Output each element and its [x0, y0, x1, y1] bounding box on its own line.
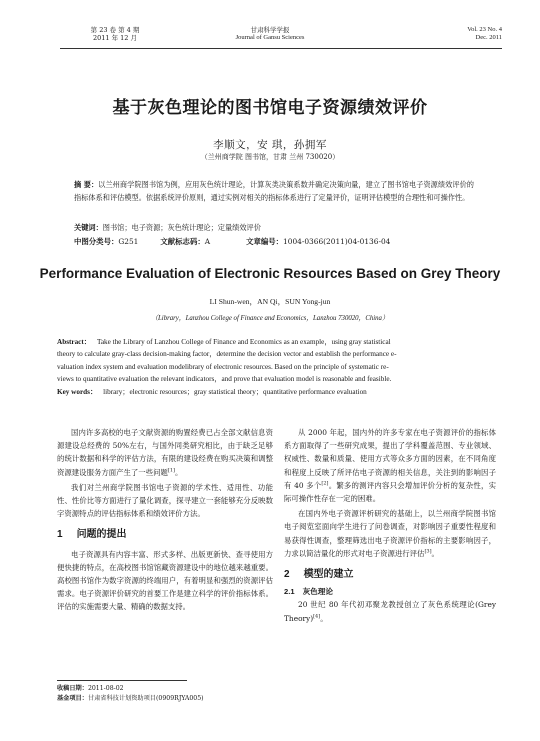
- citation-ref: [4]: [313, 613, 321, 620]
- citation-ref: [2]: [321, 480, 329, 487]
- paragraph-text: 20 世纪 80 年代初邓聚龙教授创立了灰色系统理论(Grey Theory): [284, 600, 496, 623]
- affiliation-zh: （兰州商学院 图书馆，甘肃 兰州 730020）: [200, 153, 340, 161]
- keywords-en-label: Key words：: [57, 387, 98, 396]
- abstract-en-line-2: theory to calculate gray-class decision-making factor，determine the decision vector and establish the performance e-: [57, 350, 397, 359]
- header-journal-en: Journal of Gansu Sciences: [235, 34, 305, 41]
- citation-ref: [1]: [167, 467, 175, 474]
- keywords-zh-text: 图书馆；电子资源；灰色统计理论；定量绩效评价: [102, 223, 261, 232]
- classification-line: [74, 235, 494, 248]
- paragraph: [284, 426, 496, 505]
- abstract-en-line-1: [57, 336, 494, 348]
- right-column: [284, 426, 496, 625]
- abstract-en-label: Abstract：: [57, 338, 91, 346]
- clc-value: G251: [118, 237, 139, 246]
- abstract-zh: [74, 178, 474, 204]
- header-vol-en: [412, 26, 502, 42]
- header-journal-zh: 甘肃科学学报: [250, 26, 290, 34]
- authors-zh: 李顺文，安 琪，孙拥军: [213, 139, 327, 151]
- subsection-number: 2.1: [284, 587, 295, 597]
- citation-ref: [3]: [424, 548, 432, 555]
- keywords-en-text: library；electronic resources；gray statistical theory；quantitative performance evaluation: [103, 387, 367, 396]
- section-number: 1: [57, 529, 63, 541]
- paragraph: 电子资源具有内容丰富、形式多样、出版更新快、查寻使用方便快捷的特点，在高校图书馆馆藏资源建设中的地位越来越重要。高校图书馆作为数字资源的终端用户，有着明显和强烈的资源评估需求。电子资源评价研究的首要工作是建立科学的评价指标体系。评估的实施需要大量、精确的数据支持。: [57, 549, 273, 612]
- clc-label: 中图分类号：: [74, 237, 119, 246]
- left-column: [57, 426, 273, 614]
- header-volume: [70, 26, 160, 42]
- keywords-zh: [74, 221, 474, 234]
- footnote-rule: [57, 680, 187, 681]
- paragraph-end: 。繁多的测评内容只会增加评价分析的复杂性，实际可操作性存在一定的困难。: [284, 480, 496, 504]
- header-date-line: 2011 年 12 月: [92, 34, 137, 42]
- abstract-en-line-3: valuation index system and evaluation modelibrary of electronic resources. Based on the principle of systematic re-: [57, 362, 389, 371]
- header-journal: [220, 26, 320, 42]
- paragraph-text: 国内许多高校的电子文献资源的购置经费已占全部文献信息资源建设总经费的 50%左右，与国外同类研究相比，由于缺乏足够的统计数据和科学的评估方法，有限的建设经费在购买决策和调整资源建设服务方面产生了一些问题: [57, 428, 273, 477]
- section-number: 2: [284, 569, 290, 581]
- article-no-value: 1004-0366(2011)04-0136-04: [283, 237, 391, 246]
- abstract-en: [57, 336, 494, 398]
- paragraph: [284, 598, 496, 624]
- header-volume-line: 第 23 卷 第 4 期: [90, 26, 140, 34]
- keywords-en: [57, 386, 494, 398]
- page-title-zh: 基于灰色理论的图书馆电子资源绩效评价: [112, 98, 428, 118]
- paragraph: [57, 426, 273, 479]
- doc-code-label: 文献标志码：: [160, 237, 205, 246]
- abstract-en-line-4: views to quantitative evaluation the relevant indicators，and prove that evaluation model is reasonable and feasible.: [57, 375, 392, 384]
- received-value: 2011-08-02: [87, 685, 124, 692]
- doc-code-value: A: [204, 237, 211, 246]
- keywords-zh-label: 关键词：: [74, 223, 103, 232]
- authors-en: LI Shun-wen，AN Qi，SUN Yong-jun: [209, 297, 331, 306]
- subsection-heading: [284, 585, 496, 598]
- paragraph-text: 在国内外电子资源评析研究的基础上，以兰州商学院图书馆电子阅览室面向学生进行了问卷调查，对影响因子重要性程度和易获得性调查，整理筛选出电子资源评价指标的主要影响因子，力求以简洁量化的形式对电子资源进行评估: [284, 509, 496, 558]
- paragraph-end: 。: [174, 467, 183, 477]
- affiliation-en: （Library，Lanzhou College of Finance and Economics，Lanzhou 730020，China）: [151, 315, 389, 322]
- abstract-en-text-1: Take the Library of Lanzhou College of Finance and Economics as an example，using gray statistical: [96, 338, 391, 346]
- paragraph: 我们对兰州商学院图书馆电子资源的学术性、适用性、功能性、性价比等方面进行了量化调查，探寻建立一套能够充分反映数字资源特点的评估指标体系和绩效评价方法。: [57, 482, 273, 519]
- abstract-zh-text: 以兰州商学院图书馆为例，应用灰色统计理论，计算灰类决策系数并确定决策向量，建立了图书馆电子资源绩效评价的指标体系和评估模型。依据系统评价原则，通过实例对相关的指标体系进行了定量评价，证明评估模型的合理性和可操作性。: [74, 180, 474, 202]
- article-no-label: 文章编号：: [246, 237, 284, 246]
- paragraph-text: 从 2000 年起，国内外的许多专家在电子资源评价的指标体系方面取得了一些研究成果，提出了学科覆盖范围、专业领域、权威性、数量和质量、使用方式等众多方面的因素，在不同角度和程度上反映了所评估电子资源的相关信息，关注到的影响因子有 40 多个: [284, 428, 496, 490]
- fund-value: 甘肃省科技计划资助项目(0909RJYA005): [87, 695, 204, 702]
- abstract-zh-label: 摘 要：: [74, 180, 99, 189]
- paragraph: [284, 507, 496, 560]
- paragraph-end: 。: [431, 548, 439, 558]
- page-title-en: Performance Evaluation of Electronic Resources Based on Grey Theory: [39, 266, 501, 281]
- received-date: [57, 684, 357, 694]
- header-date-en-line: Dec. 2011: [475, 34, 502, 41]
- header-vol-en-line: Vol. 23 No. 4: [467, 26, 502, 33]
- fund-info: [57, 694, 357, 704]
- section-heading-2: [284, 568, 496, 581]
- section-heading-1: [57, 528, 273, 541]
- section-title: 模型的建立: [303, 569, 354, 581]
- subsection-title: 灰色理论: [302, 587, 333, 597]
- header-rule: [60, 48, 502, 49]
- received-label: 收稿日期：: [57, 685, 88, 692]
- paragraph-end: 。: [320, 613, 328, 623]
- fund-label: 基金项目：: [57, 695, 88, 702]
- section-title: 问题的提出: [76, 529, 127, 541]
- footnotes: [57, 684, 357, 704]
